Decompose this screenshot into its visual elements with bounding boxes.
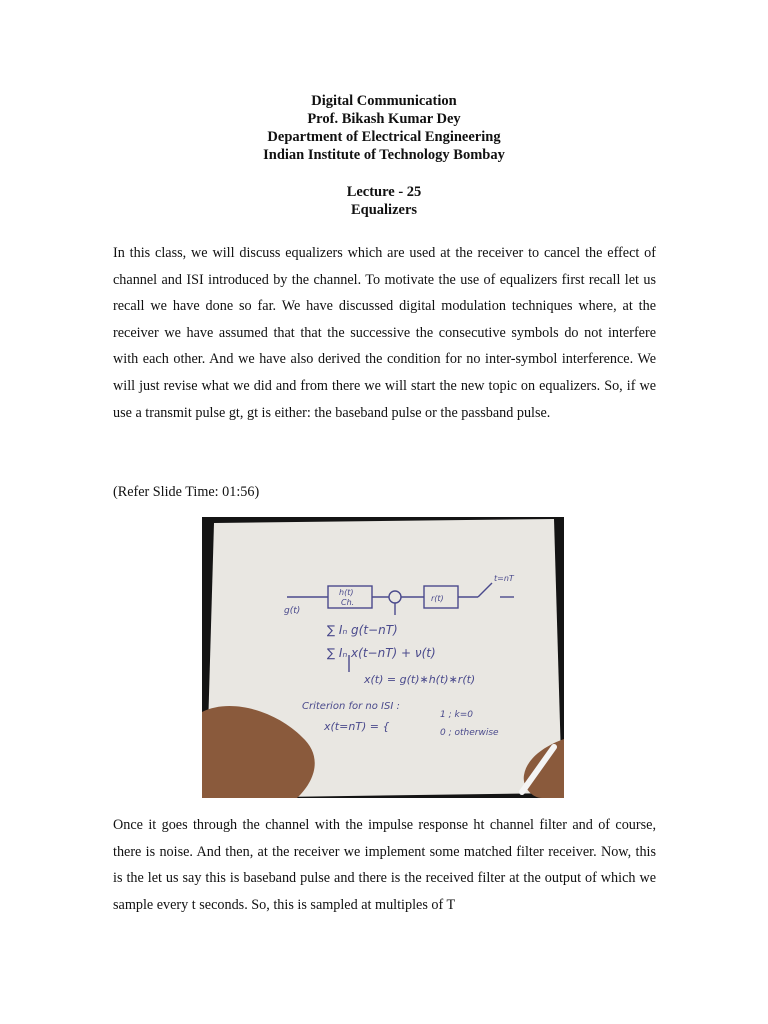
lecture-number: Lecture - 25 [346,184,422,200]
criterion-label: Criterion for no ISI : [302,701,400,712]
equation-2: ∑ Iₙ x(t−nT) + ν(t) [327,646,436,660]
equation-3: x(t) = g(t)∗h(t)∗r(t) [364,673,476,686]
paragraph-intro: In this class, we will discuss equalizers which are used at the receiver to cancel the effect of channel and ISI introduced by the channel. To motivate the use of equalizers first recall let us recall we have done so far. We have discussed digital modulation techniques where, at the receiver we have assumed that that the successive the consecutive symbols do not interfere with each other. And we have also derived the condition for no inter-symbol interference. We will just revise what we did and from there we will start the new topic on equalizers. So, if we use a transmit pulse gt, gt is either: the baseband pulse or the passband pulse. [113,245,656,421]
sample-label: t=nT [494,574,514,583]
filter-label: r(t) [431,594,444,603]
institute-name: Indian Institute of Technology Bombay [263,147,505,163]
case-1: 1 ; k=0 [440,710,473,720]
case-2: 0 ; otherwise [440,728,499,738]
channel-label-2: Ch. [341,598,355,607]
lecture-title: Equalizers [350,202,418,218]
lecture-heading [0,183,768,219]
paragraph-channel: Once it goes through the channel with the impulse response ht channel filter and of course, there is noise. And then, at the receiver we implement some matched filter receiver. Now, this is the let us say this is baseband pulse and there is the received filter at the output of which we sample every t seconds. So, this is sampled at multiples of T [113,817,656,913]
department-name: Department of Electrical Engineering [267,129,501,145]
channel-label-1: h(t) [339,588,354,597]
document-header [0,92,768,164]
equation-1: ∑ Iₙ g(t−nT) [327,623,398,637]
equation-4: x(t=nT) = { [324,720,390,733]
slide-time-reference: (Refer Slide Time: 01:56) [113,484,260,500]
lecture-slide-image [202,517,564,798]
input-label: g(t) [284,606,301,616]
professor-name: Prof. Bikash Kumar Dey [307,111,461,127]
course-title: Digital Communication [311,93,457,109]
